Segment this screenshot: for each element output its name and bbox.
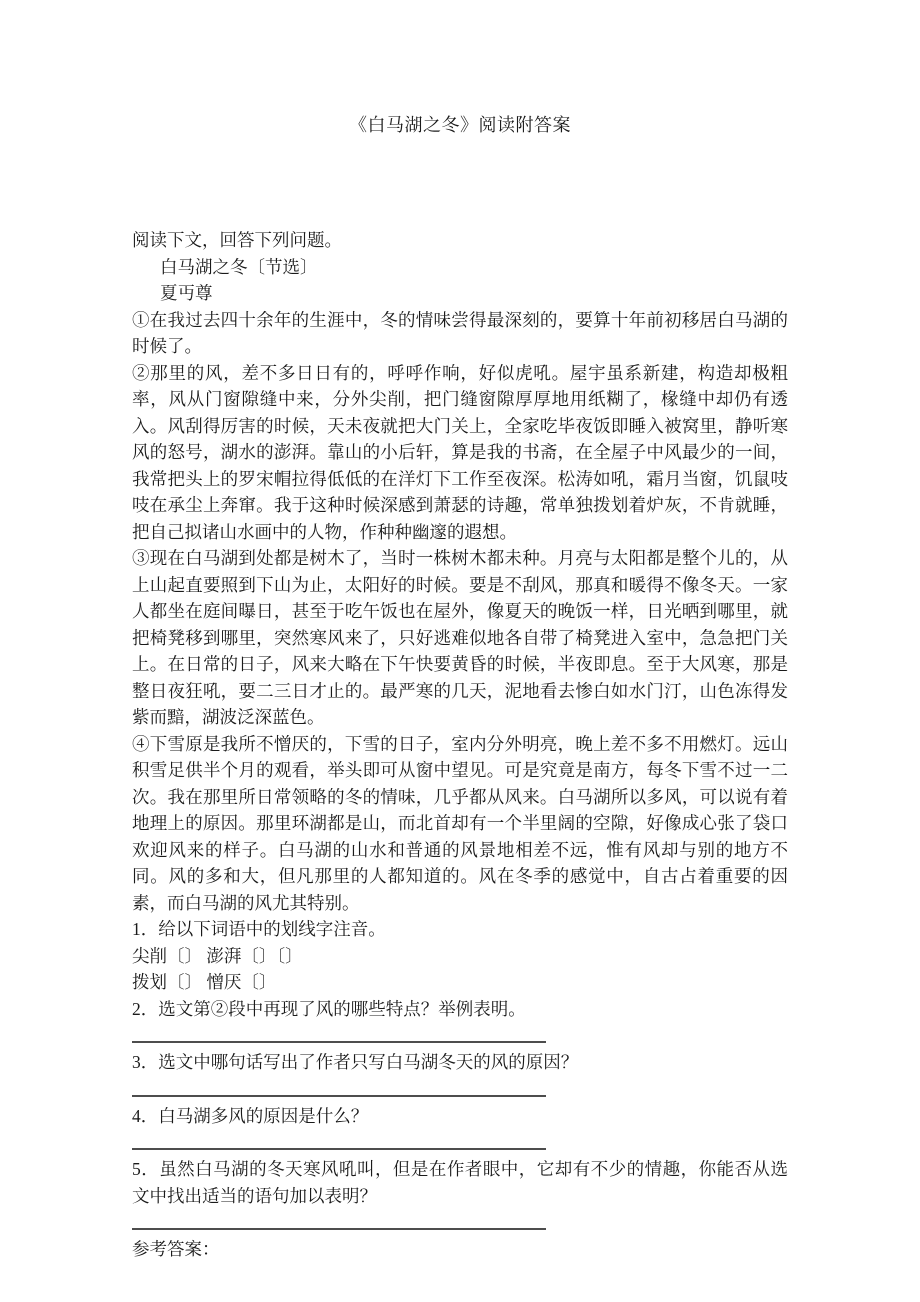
question-3: 3．选文中哪句话写出了作者只写白马湖冬天的风的原因？	[132, 1052, 579, 1072]
question-1: 1．给以下词语中的划线字注音。	[132, 919, 386, 939]
answer-rule	[132, 1148, 546, 1150]
answer-blank-line-q4	[132, 1129, 788, 1156]
answer-rule	[132, 1095, 546, 1097]
answer-rule	[132, 1228, 546, 1230]
answer-blank-line-q2	[132, 1022, 788, 1049]
article-author: 夏丏尊	[160, 283, 213, 303]
article-paragraph-4: ④下雪原是我所不憎厌的，下雪的日子，室内分外明亮，晚上差不多不用燃灯。远山积雪足供半个月的观看，举头即可从窗中望见。可是究竟是南方，每冬下雪不过一二次。我在那里所日常领略的冬的情味，几乎都从风来。白马湖所以多风，可以说有着地理上的原因。那里环湖都是山，而北首却有一个半里阔的空隙，好像成心张了袋口欢迎风来的样子。白马湖的山水和普通的风景地相差不远，惟有风却与别的地方不同。风的多和大，但凡那里的人都知道的。风在冬季的感觉中，自古占着重要的因素，而白马湖的风尤其特别。	[132, 733, 788, 913]
question-4: 4．白马湖多风的原因是什么？	[132, 1105, 369, 1126]
article-paragraph-2: ②那里的风，差不多日日有的，呼呼作响，好似虎吼。屋宇虽系新建，构造却极粗率，风从门窗隙缝中来，分外尖削，把门缝窗隙厚厚地用纸糊了，椽缝中却仍有透入。风刮得厉害的时候，天未夜就把大门关上，全家吃毕夜饭即睡入被窝里，静听寒风的怒号，湖水的澎湃。靠山的小后轩，算是我的书斋，在全屋子中风最少的一间，我常把头上的罗宋帽拉得低低的在洋灯下工作至夜深。松涛如吼，霜月当窗，饥鼠吱吱在承尘上奔窜。我于这种时候深感到萧瑟的诗趣，常单独拨划着炉灰，不肯就睡，把自己拟诸山水画中的人物，作种种幽邃的遐想。	[132, 362, 788, 542]
question-5: 5．虽然白马湖的冬天寒风吼叫，但是在作者眼中，它却有不少的情趣，你能否从选文中找出适当的语句加以表明？	[132, 1159, 788, 1206]
question-2: 2．选文第②段中再现了风的哪些特点？举例表明。	[132, 998, 526, 1019]
answer-blank-line-q3	[132, 1076, 788, 1103]
intro-text: 阅读下文，回答下列问题。	[132, 230, 342, 250]
question-1-words-line-2: 拨划〔〕 憎厌〔〕	[132, 972, 277, 992]
document-body	[132, 227, 788, 1263]
reference-answers-label: 参考答案：	[132, 1239, 220, 1259]
article-paragraph-1: ①在我过去四十余年的生涯中，冬的情味尝得最深刻的，要算十年前初移居白马湖的时候了。	[132, 309, 788, 356]
answer-rule	[132, 1041, 546, 1043]
article-paragraph-3: ③现在白马湖到处都是树木了，当时一株树木都未种。月亮与太阳都是整个儿的，从上山起直要照到下山为止，太阳好的时候。要是不刮风，那真和暖得不像冬天。一家人都坐在庭间曝日，甚至于吃午饭也在屋外，像夏天的晚饭一样，日光晒到哪里，就把椅凳移到哪里，突然寒风来了，只好逃难似地各自带了椅凳进入室中，急急把门关上。在日常的日子，风来大略在下午快要黄昏的时候，半夜即息。至于大风寒，那是整日夜狂吼，要二三日才止的。最严寒的几天，泥地看去惨白如水门汀，山色冻得发紫而黯，湖波泛深蓝色。	[132, 548, 788, 727]
article-title: 白马湖之冬〔节选〕	[160, 256, 318, 277]
answer-blank-line-q5	[132, 1209, 788, 1236]
question-1-words-line-1: 尖削〔〕 澎湃〔〕〔〕	[132, 945, 303, 966]
page-title: 《白马湖之冬》阅读附答案	[349, 115, 571, 135]
